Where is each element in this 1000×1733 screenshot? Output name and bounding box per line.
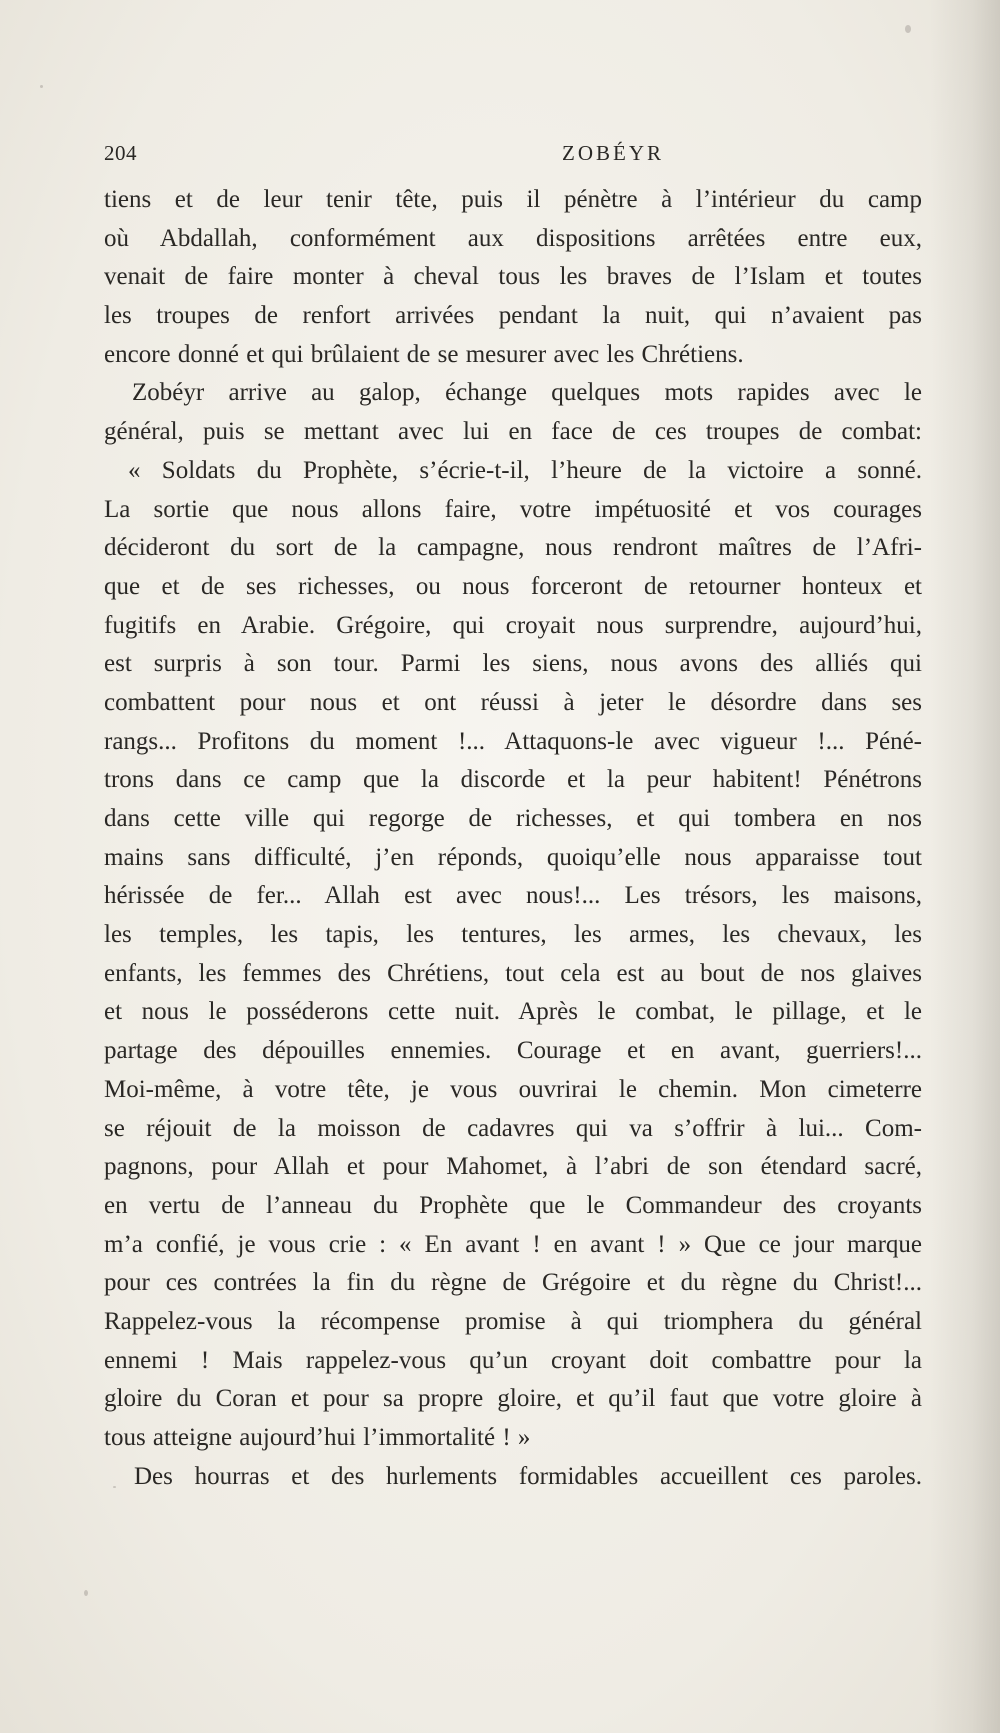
running-header: [104, 141, 922, 171]
text-line: est surpris à son tour. Parmi les siens, nous avons des alliés qui: [104, 650, 922, 678]
text-line: partage des dépouilles ennemies. Courage et en avant, guerriers!...: [104, 1037, 922, 1065]
text-line: général, puis se mettant avec lui en face de ces troupes de combat:: [104, 418, 922, 446]
text-line: pagnons, pour Allah et pour Mahomet, à l’abri de son étendard sacré,: [104, 1153, 922, 1181]
text-line: gloire du Coran et pour sa propre gloire, et qu’il faut que votre gloire à: [104, 1385, 922, 1413]
text-line: en vertu de l’anneau du Prophète que le Commandeur des croyants: [104, 1191, 922, 1219]
text-line: enfants, les femmes des Chrétiens, tout cela est au bout de nos glaives: [104, 959, 922, 987]
body-text: [104, 181, 922, 1496]
text-line: m’a confié, je vous crie : « En avant ! en avant ! » Que ce jour marque: [104, 1230, 922, 1258]
text-line: que et de ses richesses, ou nous forceront de retourner honteux et: [104, 572, 922, 600]
text-line: combattent pour nous et ont réussi à jeter le désordre dans ses: [104, 688, 922, 716]
text-line: Rappelez-vous la récompense promise à qui triomphera du général: [104, 1307, 922, 1335]
text-line: venait de faire monter à cheval tous les braves de l’Islam et toutes: [104, 263, 922, 291]
text-line: les troupes de renfort arrivées pendant la nuit, qui n’avaient pas: [104, 302, 922, 330]
paper-speck: [84, 1590, 88, 1596]
text-line: pour ces contrées la fin du règne de Grégoire et du règne du Christ!...: [104, 1269, 922, 1297]
text-line: encore donné et qui brûlaient de se mesurer avec les Chrétiens.: [104, 340, 744, 368]
text-line: où Abdallah, conformément aux dispositions arrêtées entre eux,: [104, 224, 922, 252]
text-line: tiens et de leur tenir tête, puis il pénètre à l’intérieur du camp: [104, 186, 922, 213]
page-number: 204: [104, 141, 137, 165]
text-line: les temples, les tapis, les tentures, les armes, les chevaux, les: [104, 921, 922, 949]
text-line: trons dans ce camp que la discorde et la peur habitent! Pénétrons: [104, 766, 922, 794]
text-line: hérissée de fer... Allah est avec nous!... Les trésors, les maisons,: [104, 882, 922, 910]
text-line: tous atteigne aujourd’hui l’immortalité ! »: [104, 1424, 531, 1451]
text-line: Moi-même, à votre tête, je vous ouvrirai le chemin. Mon cimeterre: [104, 1075, 922, 1103]
text-line: décideront du sort de la campagne, nous rendront maîtres de l’Afri-: [104, 534, 922, 562]
paper-speck: [40, 85, 43, 88]
running-title: ZOBÉYR: [562, 141, 664, 165]
text-line: ennemi ! Mais rappelez-vous qu’un croyant doit combattre pour la: [104, 1346, 922, 1374]
text-line: La sortie que nous allons faire, votre impétuosité et vos courages: [104, 495, 922, 523]
page-edge-shadow: [930, 0, 1000, 1733]
text-line: et nous le posséderons cette nuit. Après le combat, le pillage, et le: [104, 998, 922, 1026]
text-line: dans cette ville qui regorge de richesses, et qui tombera en nos: [104, 805, 922, 832]
text-line: rangs... Profitons du moment !... Attaquons-le avec vigueur !... Péné-: [104, 727, 922, 755]
text-line: se réjouit de la moisson de cadavres qui va s’offrir à lui... Com-: [104, 1114, 922, 1142]
text-line: Des hourras et des hurlements formidables accueillent ces paroles.: [134, 1462, 922, 1490]
text-line: Zobéyr arrive au galop, échange quelques mots rapides avec le: [132, 379, 922, 407]
text-line: « Soldats du Prophète, s’écrie-t-il, l’heure de la victoire a sonné.: [128, 456, 922, 484]
paper-speck: [905, 25, 911, 33]
text-line: fugitifs en Arabie. Grégoire, qui croyait nous surprendre, aujourd’hui,: [104, 611, 922, 639]
text-line: mains sans difficulté, j’en réponds, quoiqu’elle nous apparaisse tout: [104, 843, 922, 871]
